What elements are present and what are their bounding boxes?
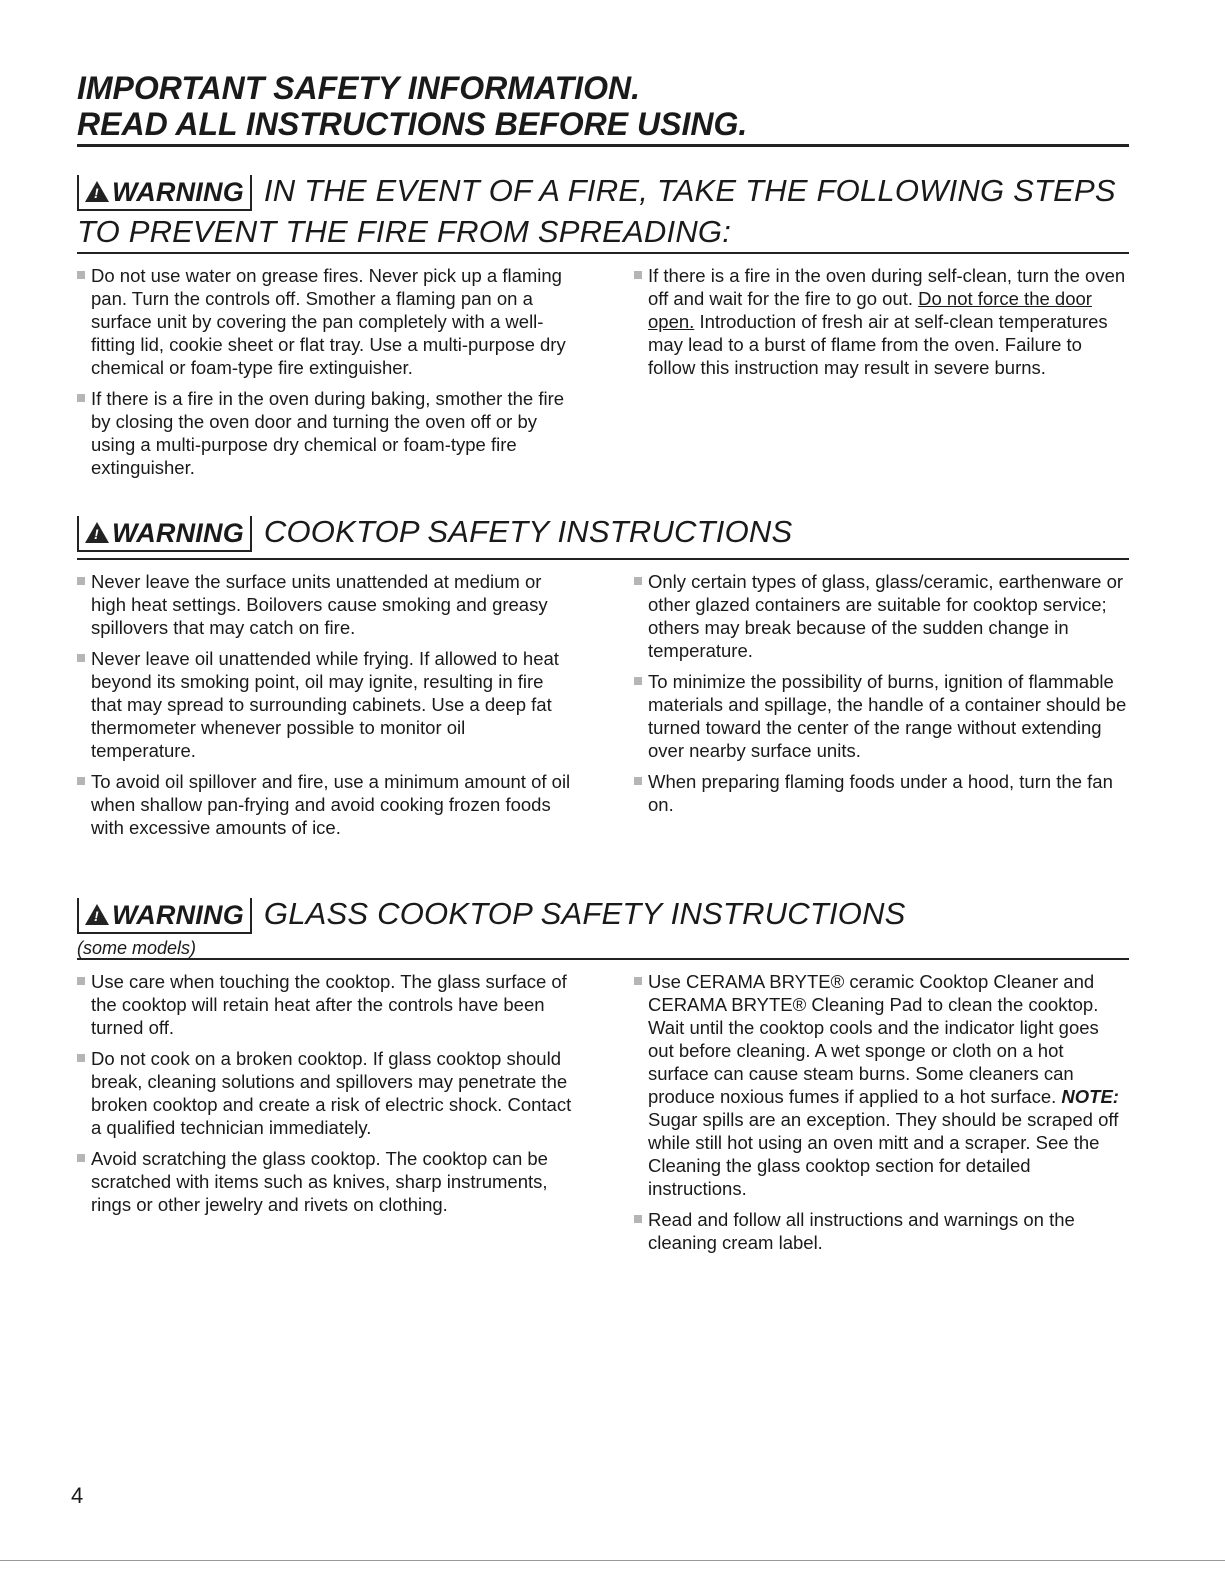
fire-section (77, 170, 1129, 487)
warning-triangle-icon (85, 522, 109, 543)
warning-box (77, 898, 252, 934)
list-item: Do not cook on a broken cooktop. If glass cooktop should break, cleaning solutions and spillovers may penetrate the broken cooktop and create a risk of electric shock. Contact a qualified technician immediately. (77, 1047, 572, 1139)
page-title-line-1: IMPORTANT SAFETY INFORMATION. (77, 70, 640, 106)
list-item: Only certain types of glass, glass/ceramic, earthenware or other glazed containers are suitable for cooktop service; others may break because of the sudden change in temperature. (634, 570, 1129, 662)
list-item: If there is a fire in the oven during baking, smother the fire by closing the oven door and turning the oven off or by using a multi-purpose dry chemical or foam-type fire extinguisher. (77, 387, 572, 479)
list-item: To avoid oil spillover and fire, use a minimum amount of oil when shallow pan-frying and avoid cooking frozen foods with excessive amounts of ice. (77, 770, 572, 839)
glass-cooktop-section (77, 888, 1129, 1262)
some-models-note: (some models) (77, 938, 197, 958)
fire-left-column (77, 264, 572, 487)
warning-triangle-icon (85, 181, 109, 202)
list-item: Read and follow all instructions and warnings on the cleaning cream label. (634, 1208, 1129, 1254)
list-item: When preparing flaming foods under a hood, turn the fan on. (634, 770, 1129, 816)
warning-label: WARNING (112, 518, 244, 548)
warning-box (77, 516, 252, 552)
list-item (634, 264, 1129, 379)
fire-section-title-line-2: TO PREVENT THE FIRE FROM SPREADING: (77, 214, 732, 249)
cooktop-section (77, 506, 1129, 847)
glass-left-column (77, 970, 572, 1262)
text-run: Sugar spills are an exception. They should be scraped off while still hot using an oven mitt and a scraper. See the Cleaning the glass cooktop section for detailed instructions. (648, 1109, 1119, 1199)
warning-label: WARNING (112, 177, 244, 207)
page-number: 4 (71, 1483, 84, 1508)
list-item: Avoid scratching the glass cooktop. The cooktop can be scratched with items such as knives, sharp instruments, rings or other jewelry and rivets on clothing. (77, 1147, 572, 1216)
text-run: If there is a fire in the oven during self-clean, turn the oven off and wait for the fire to go out. (648, 265, 1126, 309)
text-run: Introduction of fresh air at self-clean temperatures may lead to a burst of flame from the oven. Failure to follow this instruction may result in severe burns. (648, 311, 1108, 378)
underlined-warning-text: Do not force the door open. (648, 288, 1092, 332)
glass-cooktop-section-title: GLASS COOKTOP SAFETY INSTRUCTIONS (263, 896, 906, 931)
fire-right-column (634, 264, 1129, 487)
fire-section-heading (77, 170, 1129, 254)
list-item: Use care when touching the cooktop. The glass surface of the cooktop will retain heat after the controls have been turned off. (77, 970, 572, 1039)
cooktop-section-heading (77, 506, 1129, 560)
page-title-line-2: READ ALL INSTRUCTIONS BEFORE USING. (77, 106, 748, 142)
cooktop-section-title: COOKTOP SAFETY INSTRUCTIONS (263, 514, 793, 549)
list-item (634, 970, 1129, 1200)
cooktop-left-column (77, 570, 572, 847)
cooktop-right-column (634, 570, 1129, 847)
glass-cooktop-section-heading (77, 888, 1129, 960)
page-title (77, 70, 1129, 147)
warning-label: WARNING (112, 900, 244, 930)
fire-section-title-line-1: IN THE EVENT OF A FIRE, TAKE THE FOLLOWING STEPS (263, 173, 1116, 208)
warning-box (77, 175, 252, 211)
glass-right-column (634, 970, 1129, 1262)
list-item: Do not use water on grease fires. Never pick up a flaming pan. Turn the controls off. Smother a flaming pan on a surface unit by covering the pan completely with a well-fitting lid, cookie sheet or flat tray. Use a multi-purpose dry chemical or foam-type fire extinguisher. (77, 264, 572, 379)
warning-triangle-icon (85, 904, 109, 925)
note-label: NOTE: (1061, 1086, 1119, 1107)
list-item: Never leave the surface units unattended at medium or high heat settings. Boilovers cause smoking and greasy spillovers that may catch on fire. (77, 570, 572, 639)
list-item: To minimize the possibility of burns, ignition of flammable materials and spillage, the handle of a container should be turned toward the center of the range without extending over nearby surface units. (634, 670, 1129, 762)
list-item: Never leave oil unattended while frying. If allowed to heat beyond its smoking point, oil may ignite, resulting in fire that may spread to surrounding cabinets. Use a deep fat thermometer whenever possible to monitor oil temperature. (77, 647, 572, 762)
text-run: Use CERAMA BRYTE® ceramic Cooktop Cleaner and CERAMA BRYTE® Cleaning Pad to clean the cooktop. Wait until the cooktop cools and the indicator light goes out before cleaning. A wet sponge or cloth on a hot surface can cause steam burns. Some cleaners can produce noxious fumes if applied to a hot surface. (648, 971, 1099, 1107)
page-bottom-rule (0, 1560, 1225, 1561)
